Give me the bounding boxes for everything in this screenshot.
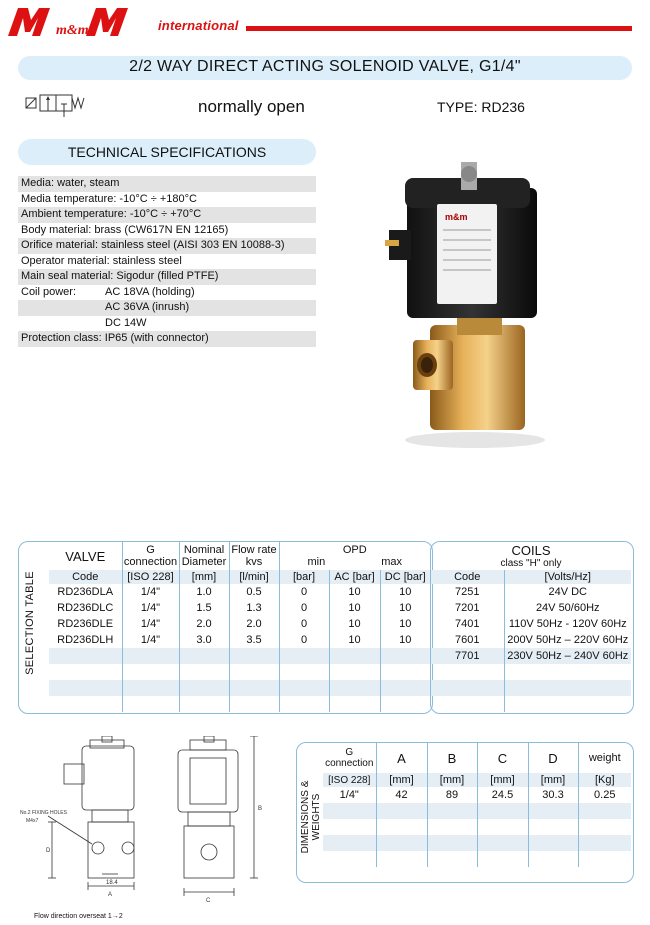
table-row-empty: [323, 835, 631, 851]
selection-table-label: SELECTION TABLE: [24, 571, 36, 675]
coil-power-value: DC 14W: [105, 316, 147, 329]
col-opd: OPD min max: [279, 542, 430, 570]
flow-note: Flow direction overseat 1→2: [34, 913, 123, 920]
dim-b-label: B: [258, 806, 263, 812]
table-row-empty: [49, 680, 430, 696]
thread-label: M4x7: [26, 818, 39, 824]
table-row: 7251 24V DC: [431, 584, 631, 600]
table-row-empty: [431, 680, 631, 696]
col-valve: VALVE: [65, 548, 106, 564]
dimensions-label: DIMENSIONS & WEIGHTS: [300, 780, 322, 854]
dim-col-a: A: [376, 743, 427, 773]
coil-code-header: Code: [431, 570, 504, 584]
table-row-empty: [49, 648, 430, 664]
table-row-empty: [431, 696, 631, 712]
dim-c-label: C: [206, 898, 211, 904]
valve-symbol-icon: [24, 92, 86, 118]
unit-code: Code: [49, 570, 122, 584]
spec-row: Ambient temperature: -10°C ÷ +70°C: [18, 207, 316, 223]
coil-volts-header: [Volts/Hz]: [504, 570, 631, 584]
spec-row: Orifice material: stainless steel (AISI 303 EN 10088-3): [18, 238, 316, 254]
table-row: 7601 200V 50Hz – 220V 60Hz: [431, 632, 631, 648]
brand-subtitle: international: [158, 18, 239, 33]
spec-row: Protection class: IP65 (with connector): [18, 331, 316, 347]
dim-a-label: A: [108, 892, 113, 898]
selection-table: [49, 542, 430, 712]
unit-dia: [mm]: [179, 570, 229, 584]
table-row-empty: [49, 664, 430, 680]
dim-col-weight: weight: [578, 743, 631, 773]
spec-row: [18, 300, 316, 316]
unit-dc: DC [bar]: [380, 570, 430, 584]
dim-unit: [mm]: [528, 773, 578, 787]
spec-heading: TECHNICAL SPECIFICATIONS: [67, 144, 267, 160]
dim-unit: [ISO 228]: [323, 773, 376, 787]
header-rule: [246, 26, 632, 31]
coil-power-value: AC 36VA (inrush): [105, 301, 190, 313]
table-row-empty: [323, 851, 631, 867]
spec-list: [18, 176, 316, 347]
technical-drawing: [18, 736, 280, 912]
table-row-empty: [431, 664, 631, 680]
unit-min: [bar]: [279, 570, 329, 584]
spec-row: Media: water, steam: [18, 176, 316, 192]
unit-flow: [l/min]: [229, 570, 279, 584]
table-row-empty: [323, 803, 631, 819]
spec-row: Body material: brass (CW617N EN 12165): [21, 223, 229, 236]
table-row: 7401 110V 50Hz - 120V 60Hz: [431, 616, 631, 632]
page-title: 2/2 WAY DIRECT ACTING SOLENOID VALVE, G1/4": [129, 58, 521, 75]
table-row: 7201 24V 50/60Hz: [431, 600, 631, 616]
table-row: RD236DLA 1/4" 1.0 0.5 0 10 10: [49, 584, 430, 600]
spec-row: [18, 316, 316, 332]
dim-col-d: D: [528, 743, 578, 773]
dim-18-label: 18.4: [106, 880, 118, 886]
coil-power-label: Coil power:: [21, 285, 77, 298]
spec-row: Operator material: stainless steel: [21, 254, 182, 267]
spec-row: Main seal material: Sigodur (filled PTFE): [18, 269, 316, 285]
dim-col-g: G connection: [325, 747, 374, 769]
fixing-holes-label: No.2 FIXING HOLES: [20, 810, 67, 816]
unit-ac: AC [bar]: [329, 570, 380, 584]
unit-g: [ISO 228]: [122, 570, 179, 584]
logo-amp: m&m: [56, 23, 89, 38]
coils-table: [431, 542, 631, 712]
dim-col-c: C: [477, 743, 528, 773]
table-row: 7701 230V 50Hz – 240V 60Hz: [431, 648, 631, 664]
dimensions-table: [323, 743, 631, 867]
table-row-empty: [49, 696, 430, 712]
brand-logo: [6, 2, 156, 38]
dim-d-label: D: [46, 848, 51, 854]
valve-state: normally open: [198, 97, 305, 116]
dim-unit: [mm]: [376, 773, 427, 787]
table-row: RD236DLE 1/4" 2.0 2.0 0 10 10: [49, 616, 430, 632]
coils-title: COILS class "H" only: [500, 543, 562, 569]
dim-unit: [Kg]: [578, 773, 631, 787]
col-g: G connection: [123, 544, 178, 568]
dim-col-b: B: [427, 743, 477, 773]
valve-photo: [375, 160, 575, 450]
table-row: RD236DLC 1/4" 1.5 1.3 0 10 10: [49, 600, 430, 616]
type-label: TYPE: RD236: [437, 99, 525, 115]
svg-text:m&m: m&m: [445, 212, 468, 222]
dim-unit: [mm]: [427, 773, 477, 787]
coil-power-value: AC 18VA (holding): [105, 285, 195, 298]
table-row: RD236DLH 1/4" 3.0 3.5 0 10 10: [49, 632, 430, 648]
col-flow: Flow rate kvs: [229, 542, 279, 570]
spec-row: Media temperature: -10°C ÷ +180°C: [21, 192, 197, 205]
spec-row: [18, 285, 316, 301]
dim-unit: [mm]: [477, 773, 528, 787]
col-diameter: Nominal Diameter: [179, 542, 229, 570]
table-row: 1/4" 42 89 24.5 30.3 0.25: [323, 787, 631, 803]
table-row-empty: [323, 819, 631, 835]
